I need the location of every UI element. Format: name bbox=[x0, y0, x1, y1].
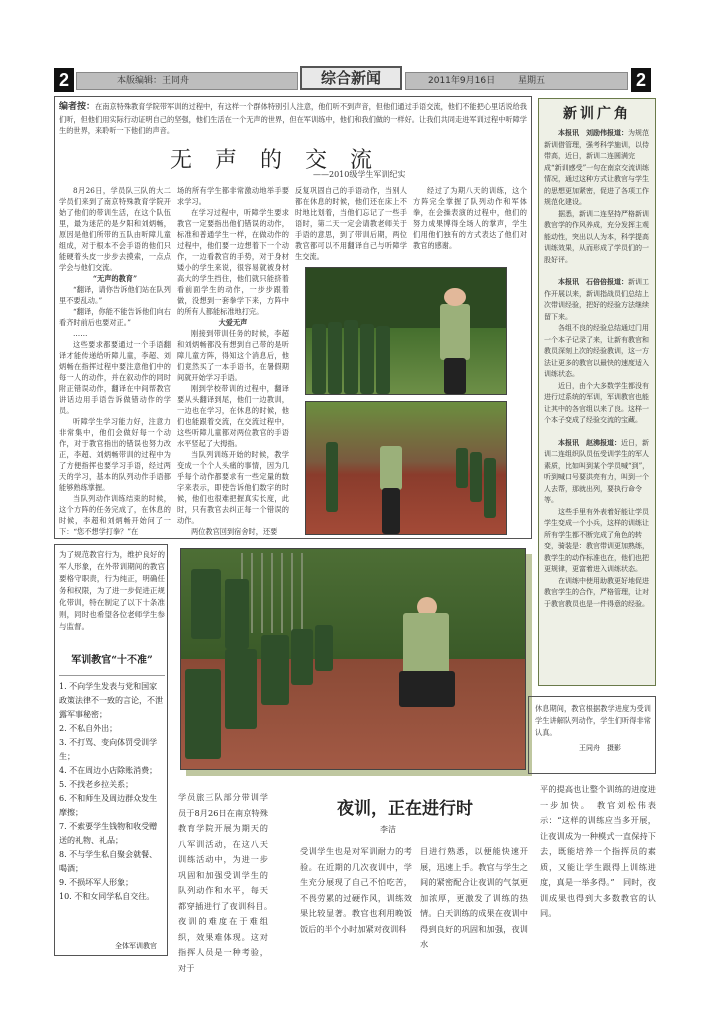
date-bar bbox=[405, 72, 628, 90]
article-title: 无 声 的 交 流 bbox=[170, 148, 380, 173]
regulation-item: 9. 不损坏军人形象； bbox=[59, 878, 134, 887]
regulations-intro: 为了规范教官行为，维护良好的军人形象，在外带训期间的教官要格守职责，行为纯正，明确任务和权限，为了进一步促进正规化带训，特在制定了以下十条准则，同时也希望各位老师学生参与监督。 bbox=[59, 550, 165, 631]
col1-para-4: 当队列动作训练结束的时候，这个方阵的任务完成了，在休息的时候，李超和刘炳畅开始问了一下：“您不想学打拳？”在 bbox=[59, 494, 171, 536]
regulation-item: 6. 不和师生及周边群众发生摩擦； bbox=[59, 794, 158, 817]
news2-lead: 本报讯 石倍倍报道： bbox=[558, 277, 628, 286]
editor-label: 本版编辑：王同舟 bbox=[117, 76, 190, 86]
news1-text-b: 据悉，新训二连坚持严格新训教官学的作风养成，充分发挥主观能动性，突出以人为本，科学提高训练效果，从而形成了学员们的一股好评。 bbox=[544, 209, 649, 264]
section-title: 综合新闻 bbox=[300, 66, 402, 90]
editor-note-label: 编者按： bbox=[59, 102, 96, 112]
col2-para-4: 刚到学校带训的过程中，翻译要从头翻译到尾，他们一边教训，一边也在学习，在休息的时候，他们也能跟着交流，在交流过程中，这些听障儿童都对两位教官的手语水平竖起了大拇指。 bbox=[177, 384, 289, 448]
article2-col-1: 学员旅三队部分带训学员于8月26日在南京特殊教育学院开展为期天的八军训活动，在这八天训练活动中，为进一步巩固和加强受训学生的队列动作和水平，每天都穿插进行了夜训科目。 夜训的难度在于难组织，效果难体现。这对指挥人员是一种考验，对于 bbox=[178, 792, 277, 973]
page-number-left: 2 bbox=[54, 68, 74, 92]
regulation-item: 2. 不私自外出； bbox=[59, 724, 118, 733]
news3-lead: 本报讯 赵沸报道： bbox=[558, 437, 621, 447]
editor-bar bbox=[76, 72, 298, 90]
article2-author: 李洁 bbox=[380, 825, 396, 834]
photo-caption-box bbox=[528, 696, 656, 774]
regulation-item: 1. 不向学生发表与党和国家政策法律不一致的言论，不泄露军事秘密； bbox=[59, 682, 163, 719]
news1-lead: 本报讯 刘励伟报道： bbox=[558, 128, 628, 137]
col1-para-2: 这些要求都要通过一个手语翻译才能传递给听障儿童，李超、刘炳畅在指挥过程中要注意他们中的每一人的动作，并在叙动作的同时附正错误动作，翻译在中间帮教官讲话边用手语告诉做错动作的学员。 bbox=[59, 340, 171, 415]
regulation-item: 8. 不与学生私自聚会就餐、喝酒； bbox=[59, 850, 158, 873]
sidebar-title: 新训广角 bbox=[563, 106, 631, 122]
col2-para-5: 当队列训练开始的时候，教学变成一个个人头痛的事情，因为几乎每个动作都要求有一些定量的数字来表示，即使告诉他们数字的时候，他们也很难把握真实长度，此时，只有教官去纠正每一个错误的动作。 bbox=[177, 450, 289, 525]
col1-dots: …… bbox=[73, 329, 88, 338]
article2-title: 夜训，正在进行时 bbox=[337, 799, 473, 819]
regulations-box bbox=[54, 544, 168, 956]
article-col-1 bbox=[59, 185, 171, 537]
col1-para-1: 8月26日，学员队三队的大二学员们来到了南京特殊教育学院开始了他们的带训生活，在这个队伍里，最为迷茫的是夕阳和刘炳畅，原因是他们所带的五队由听障儿童组成，对于根本不会手语的他们只能硬着头皮一步步去摸索，一点点学会与他们交流。 bbox=[59, 186, 171, 272]
article-col-4 bbox=[413, 185, 527, 251]
news3-text-b: 这些手里有外表着好能让学员学生变成一个小兵，这样的训练让所有学生都不断完成了角色的转变，骑装是：教官带训更加熟练，教学生的动作标准也在，他们也把更规律，更富着进入训练状态。 bbox=[544, 507, 649, 573]
article2-col-2: 受训学生也是对军训耐力的考验。在近期的几次夜训中，学生充分展现了自己不怕吃苦，不畏劳累的过硬作风，训练效果比较显著。教官也利用晚饭饭后的半个小时加紧对夜训科 bbox=[300, 846, 412, 934]
article2-col-3: 目进行熟悉，以便能快速开展，迅速上手。教官与学生之间的紧密配合让夜训的气氛更加浓厚，更激发了训练的热情。白天训练的成果在夜训中得到良好的巩固和加强，夜训水 bbox=[420, 846, 528, 949]
regulations-title: 军训教官“十不准” bbox=[71, 655, 153, 666]
regulations-sign: 全体军训教官 bbox=[115, 942, 157, 950]
regulation-item: 3. 不打骂、变向体罚受训学生； bbox=[59, 738, 158, 761]
photo-caption-author: 王同舟 摄影 bbox=[579, 744, 621, 752]
article-col-3 bbox=[295, 185, 407, 262]
news1-text: 为规范新训借管理，强考科学施训，以侍带高，近日，新训二连圆满完成“新训感受”一句在南京交流训练情况，通过这种方式让教官与学生的思想更加紧密，促进了各项工作规范化建设。 bbox=[544, 129, 650, 206]
sidebar-news bbox=[538, 98, 656, 686]
regulation-item: 4. 不在周边小店除账消费； bbox=[59, 766, 158, 775]
main-article-box bbox=[54, 96, 532, 539]
news2-text: 新训工作开展以来，新训指战员们总结上次带训经验，把好的经验方法继续留下来。 bbox=[544, 278, 649, 321]
page-number-right: 2 bbox=[631, 68, 651, 92]
regulation-item: 7. 不索要学生钱物和收受赠送的礼物、礼品； bbox=[59, 822, 158, 845]
issue-date: 2011年9月16日 bbox=[428, 76, 496, 86]
news2-text-c: 近日，由个大多数学生都没有进行过系统的军训，军训教官也能让其中的各官组以来了良。这样一个本子变成了经验交流的宝藏。 bbox=[544, 381, 649, 424]
photo-instructor-kneeling bbox=[180, 548, 526, 770]
editor-note bbox=[59, 101, 527, 137]
col2-para-3: 刚接到带训任务的时候，李超和刘炳畅都没有想到自己带的是听障儿童方阵，得知这个消息后，他们竟然买了一本手语书，在暑假期间就开始学习手语。 bbox=[177, 329, 289, 382]
news3-text: 近日，新训二连组织队员伍受训学生的军人素质，比如叫到某个学员喊“到”，听到喊口号要洪亮有力，叫到一个人去帮，那就出列，要执行命令等。 bbox=[544, 438, 650, 504]
col2-para-6: 两位教官回到宿舍时，还要 bbox=[191, 527, 278, 536]
col2-heading: 大爱无声 bbox=[218, 318, 248, 327]
col1-heading: “无声的教育” bbox=[92, 274, 138, 283]
col1-para-3: 听障学生学习能力好，注意力非常集中，他们会做好每一个动作，对于教官指出的错误也努力改正，李超、刘炳畅带训的过程中为了方便指挥也要学习手语，经过两天的学习，基本的队列动作手语都能够熟练掌握。 bbox=[59, 417, 171, 492]
regulation-item: 10. 不和女同学私自交往。 bbox=[59, 892, 155, 901]
article-col-2 bbox=[177, 185, 289, 537]
article2-col-4: 平的提高也让整个训练的进度进一步加快。 教官刘松伟表示：“这样的训练应当多开展，让夜训成为一种模式一直保持下去，既能培养一个指挥员的素质，又能让学生跟得上训练进度，真是一举多得。” 同时，夜训成果也得到大多数教官的认同。 bbox=[540, 784, 656, 918]
regulations-list bbox=[59, 675, 165, 904]
sidebar-body bbox=[544, 127, 652, 610]
col1-quote-1: “翻译，请你告诉他们站在队列里不要乱动。” bbox=[59, 285, 171, 305]
article-subtitle: ——2010级学生军训纪实 bbox=[313, 170, 406, 179]
news3-text-c: 在训练中使用助教更好地促进教官学生的合作，严格管理，让对于教官教员也是一件得意的经验。 bbox=[544, 576, 649, 608]
col2-para-2: 在学习过程中，听障学生要求教官一定要指出他们错误的动作，标准和普通学生一样，在做动作的过程中，他们要一边想着下一个动作，一边看教官的手势，对于身材矮小的学生来说，很容易就被身材高大的学生挡住，他们就只能挤着看前面学生的动作，一步步跟着做，没想到一套拳学下来，方阵中的所有人都能标准地打完。 bbox=[177, 208, 289, 316]
photo-officer-with-soldiers bbox=[305, 267, 507, 395]
col4-para-1: 经过了为期八天的训练，这个方阵完全掌握了队列动作和军体拳，在会操表演的过程中，他们的努力成果博得全场人的掌声，学生们用他们独有的方式表达了他们对教官的感谢。 bbox=[413, 186, 527, 250]
col2-para-1: 场的所有学生都非常激动地举手要求学习。 bbox=[177, 186, 289, 206]
regulation-item: 5. 不找老乡拉关系； bbox=[59, 780, 134, 789]
editor-note-text: 在南京特殊教育学院带军训的过程中，有这样一个群体特别引人注意，他们听不到声音，但他们通过手语交流，他们不能把心里话说给我们听，但他们用实际行动证明自己的坚强，他们生活在一个无声的世界，但在军训练中，他们和我们做的一样好。让我们共同走进军训过程中听障学生的世界，来聆听一下他们的声音。 bbox=[59, 102, 527, 135]
photo-track-formation bbox=[305, 401, 507, 535]
col1-quote-2: “翻译，你能不能告诉他们向右看齐时前后也要对正。” bbox=[59, 307, 171, 327]
col3-para-1: 反复巩固自己的手语动作，当别人都在休息的时候，他们还在床上不时地比划着，当他们忘记了一些手语时，第二天一定会请教老师关于手语的意思，到了带训后期，两位教官都可以不用翻译自己与听障学生交流。 bbox=[295, 186, 407, 261]
issue-weekday: 星期五 bbox=[518, 76, 546, 86]
photo-caption: 休息期间，教官根据教学进度为受训学生讲解队列动作，学生们听得非常认真。 bbox=[535, 704, 651, 737]
news2-text-b: 各组不良的经验总结通过门用一个本子记录了来，让新有教官和教员深刻上次的经验教训，这一方法让更多的教官以最快的速度适入训练状态。 bbox=[544, 324, 649, 378]
